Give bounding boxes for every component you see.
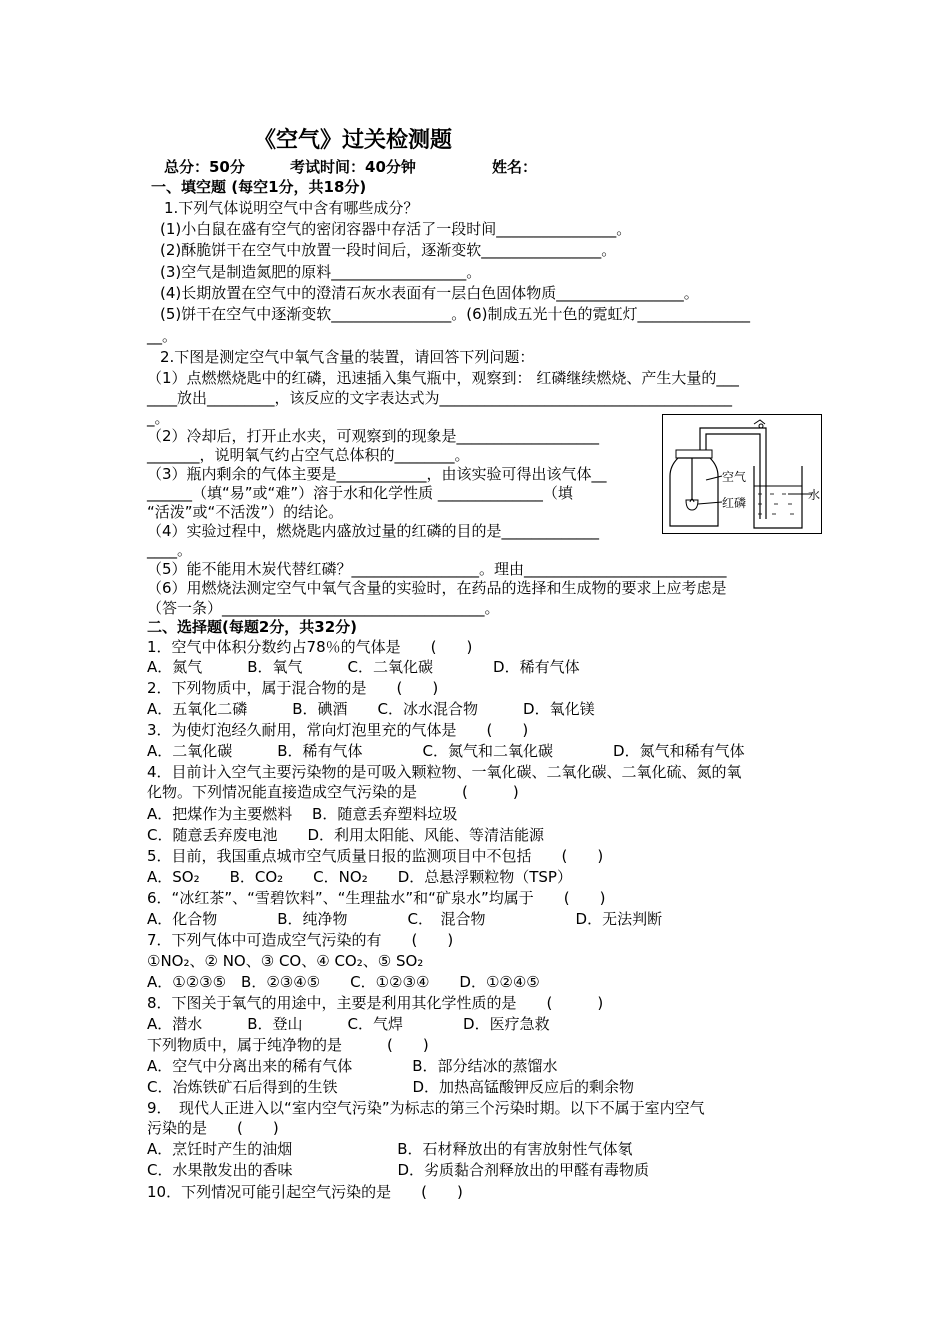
- figure-label-air: 空气: [722, 470, 747, 484]
- q1-part4: (4)长期放置在空气中的澄清石灰水表面有一层白色固体物质_________________。: [160, 284, 699, 302]
- section2-line: 8．下图关于氧气的用途中，主要是利用其化学性质的是 ( ): [147, 994, 604, 1012]
- q1-part5: (5)饼干在空气中逐渐变软________________。(6)制成五光十色的霓虹灯_______________: [160, 305, 750, 323]
- section2-line: C．水果散发出的香味 D．劣质黏合剂释放出的甲醛有毒物质: [147, 1161, 650, 1179]
- section2-line: 5．目前，我国重点城市空气质量日报的监测项目中不包括 ( ): [147, 847, 604, 865]
- q2-a1c: _。: [147, 409, 170, 427]
- section2-line: 10．下列情况可能引起空气污染的是 ( ): [147, 1183, 463, 1201]
- section2-line: 6．“冰红茶”、“雪碧饮料”、“生理盐水”和“矿泉水”均属于 ( ): [147, 889, 606, 907]
- section1-heading: 一、填空题 (每空1分，共18分): [151, 178, 367, 196]
- section2-line: 下列物质中，属于纯净物的是 ( ): [147, 1036, 429, 1054]
- section2-line: A．把煤作为主要燃料 B．随意丢弃塑料垃圾: [147, 805, 458, 823]
- section2-line: 污染的是 ( ): [147, 1119, 279, 1137]
- section2-line: A．①②③⑤ B．②③④⑤ C．①②③④ D．①②④⑤: [147, 973, 540, 991]
- section2-line: ①NO₂、② NO、③ CO、④ CO₂、⑤ SO₂: [147, 952, 424, 970]
- section2-heading: 二、选择题(每题2分，共32分): [147, 618, 358, 636]
- page-title: 《空气》过关检测题: [254, 128, 453, 153]
- section2-line: C．冶炼铁矿石后得到的生铁 D．加热高锰酸钾反应后的剩余物: [147, 1078, 635, 1096]
- q2-a1: （1）点燃燃烧匙中的红磷，迅速插入集气瓶中，观察到： 红磷继续燃烧、产生大量的___: [147, 369, 739, 387]
- section2-line: A．烹饪时产生的油烟 B．石材释放出的有害放射性气体氡: [147, 1140, 633, 1158]
- section2-line: A．二氧化碳 B．稀有气体 C．氮气和二氧化碳 D．氮气和稀有气体: [147, 742, 745, 760]
- section2-line: 9． 现代人正进入以“室内空气污染”为标志的第三个污染时期。以下不属于室内空气: [147, 1099, 705, 1117]
- section2-line: A．氮气 B．氧气 C．二氧化碳 D．稀有气体: [147, 658, 580, 676]
- q1-part3: (3)空气是制造氮肥的原料__________________。: [160, 263, 482, 281]
- section2-line: A．潜水 B．登山 C．气焊 D．医疗急救: [147, 1015, 550, 1033]
- q2-a3c: “活泼”或“不活泼”）的结论。: [147, 503, 344, 521]
- total-score: 总分：50分: [164, 158, 245, 176]
- q2-a3: （3）瓶内剩余的气体主要是____________，由该实验可得出该气体__: [147, 465, 607, 483]
- section2-line: C．随意丢弃废电池 D．利用太阳能、风能、等清洁能源: [147, 826, 545, 844]
- q2-a2b: _______，说明氧气约占空气总体积的________。: [147, 446, 470, 464]
- student-name: 姓名：: [492, 158, 538, 176]
- section2-line: 7．下列气体中可造成空气污染的有 ( ): [147, 931, 454, 949]
- section2-line: 化物。下列情况能直接造成空气污染的是 ( ): [147, 783, 519, 801]
- q1-stem: 1.下列气体说明空气中含有哪些成分？: [164, 199, 419, 217]
- exam-time: 考试时间：40分钟: [290, 158, 416, 176]
- q1-part2: (2)酥脆饼干在空气中放置一段时间后，逐渐变软________________。: [160, 241, 617, 259]
- q2-a6b: （答一条）___________________________________。: [147, 599, 500, 617]
- q2-a2: （2）冷却后，打开止水夹，可观察到的现象是___________________: [147, 427, 600, 445]
- section2-line: A．化合物 B．纯净物 C． 混合物 D．无法判断: [147, 910, 663, 928]
- q2-a4: （4）实验过程中，燃烧匙内盛放过量的红磷的目的是_____________: [147, 522, 600, 540]
- q1-part1: (1)小白鼠在盛有空气的密闭容器中存活了一段时间________________。: [160, 220, 632, 238]
- q1-part5-cont: __。: [147, 327, 178, 345]
- section2-line: 3．为使灯泡经久耐用，常向灯泡里充的气体是 ( ): [147, 721, 529, 739]
- q2-a4b: ____。: [147, 541, 193, 559]
- section2-line: A．五氧化二磷 B．碘酒 C．冰水混合物 D．氧化镁: [147, 700, 595, 718]
- section2-line: A．空气中分离出来的稀有气体 B．部分结冰的蒸馏水: [147, 1057, 558, 1075]
- figure-label-water: 水: [808, 488, 821, 502]
- q2-stem: 2.下图是测定空气中氧气含量的装置，请回答下列问题：: [160, 348, 535, 366]
- section2-line: 4．目前计入空气主要污染物的是可吸入颗粒物、一氧化碳、二氧化碳、二氧化硫、氮的氧: [147, 763, 742, 781]
- q2-a6: （6）用燃烧法测定空气中氧气含量的实验时，在药品的选择和生成物的要求上应考虑是: [147, 579, 727, 597]
- q2-a1b: ____放出_________，该反应的文字表达式为_______________________________________: [147, 389, 733, 407]
- section2-line: 2．下列物质中，属于混合物的是 ( ): [147, 679, 439, 697]
- apparatus-figure: [662, 414, 822, 534]
- q2-a3b: ______（填“易”或“难”）溶于水和化学性质 ______________（填: [147, 484, 573, 502]
- section2-line: 1．空气中体积分数约占78％的气体是 ( ): [147, 638, 473, 656]
- section2-line: A．SO₂ B．CO₂ C．NO₂ D．总悬浮颗粒物（TSP）: [147, 868, 572, 886]
- figure-label-phosphorus: 红磷: [722, 496, 747, 510]
- q2-a5: （5）能不能用木炭代替红磷？_________________。理由___________________________: [147, 560, 727, 578]
